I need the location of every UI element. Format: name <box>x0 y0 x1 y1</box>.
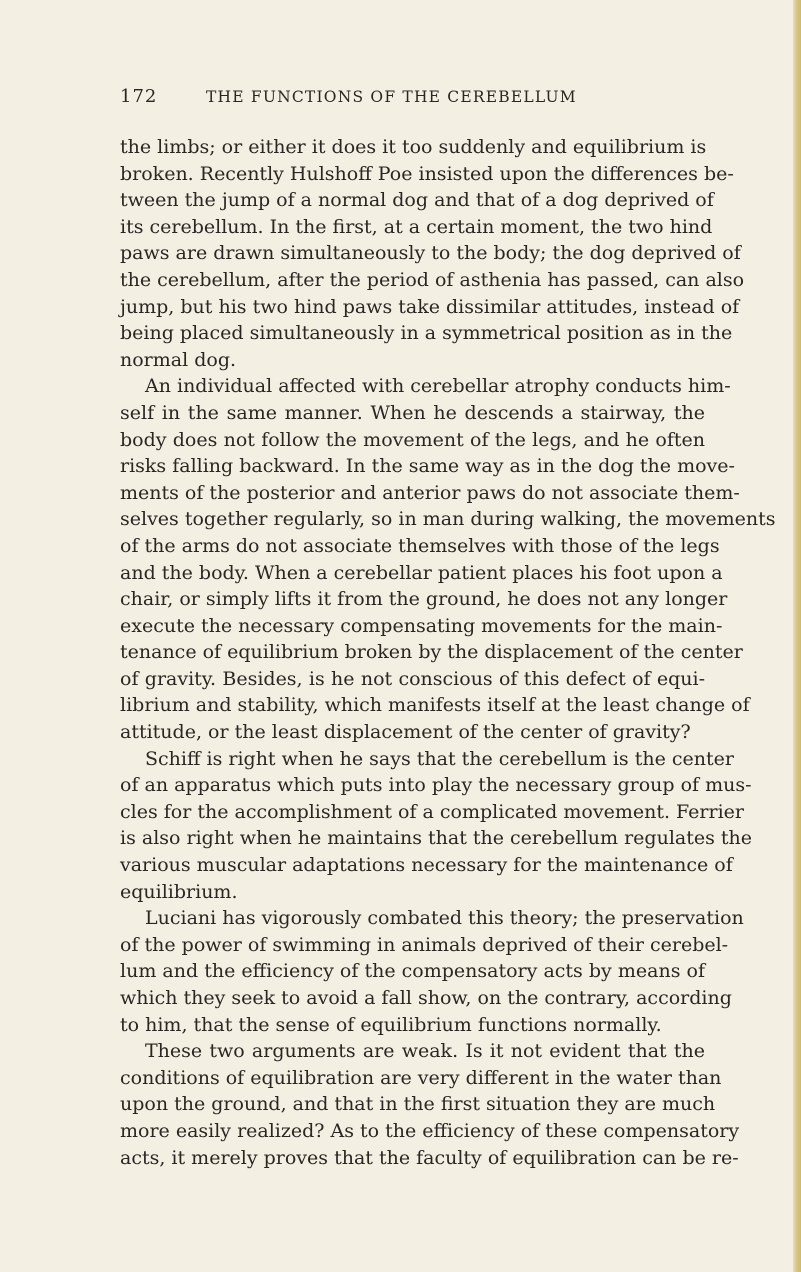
text-line: selves together regularly, so in man during walking, the movements <box>120 508 776 531</box>
text-line: more easily realized? As to the efficiency of these compensatory <box>120 1119 740 1142</box>
text-line: jump, but his two hind paws take dissimilar attitudes, instead of <box>120 295 740 318</box>
text-line: risks falling backward. In the same way as in the dog the move- <box>120 455 735 478</box>
paragraph-first-line: Luciani has vigorously combated this theory; the preservation <box>145 907 744 930</box>
text-line: cles for the accomplishment of a complicated movement. Ferrier <box>120 800 744 823</box>
paragraph-first-line: Schiff is right when he says that the cerebellum is the center <box>145 747 734 770</box>
text-line: being placed simultaneously in a symmetrical position as in the <box>120 322 733 345</box>
body-text <box>120 134 776 1171</box>
text-line: paws are drawn simultaneously to the body; the dog deprived of <box>120 242 741 265</box>
page-number: 172 <box>120 86 158 107</box>
text-line: conditions of equilibration are very different in the water than <box>120 1066 722 1089</box>
text-line: normal dog. <box>120 348 237 371</box>
text-line: lum and the efficiency of the compensatory acts by means of <box>120 960 705 983</box>
text-line: upon the ground, and that in the first situation they are much <box>120 1093 716 1116</box>
text-line: which they seek to avoid a fall show, on the contrary, according <box>120 987 732 1009</box>
text-line: of gravity. Besides, is he not conscious of this defect of equi- <box>120 667 705 690</box>
running-head <box>120 86 694 112</box>
paragraph-first-line: An individual affected with cerebellar atrophy conducts him- <box>145 375 731 398</box>
text-line: acts, it merely proves that the faculty of equilibration can be re- <box>120 1146 739 1169</box>
text-line: tenance of equilibrium broken by the displacement of the center <box>120 641 743 664</box>
text-line: the limbs; or either it does it too suddenly and equilibrium is <box>120 136 707 158</box>
page-edge <box>793 0 801 1272</box>
text-line: broken. Recently Hulshoff Poe insisted upon the differences be- <box>120 162 734 185</box>
text-line: attitude, or the least displacement of the center of gravity? <box>120 721 691 744</box>
text-line: of an apparatus which puts into play the necessary group of mus- <box>120 774 752 797</box>
text-line: self in the same manner. When he descends a stairway, the <box>120 401 705 424</box>
text-line: equilibrium. <box>120 880 238 903</box>
text-line: of the power of swimming in animals deprived of their cerebel- <box>120 933 729 956</box>
text-line: body does not follow the movement of the legs, and he often <box>120 428 705 451</box>
text-line: its cerebellum. In the first, at a certain moment, the two hind <box>120 215 713 238</box>
paragraph-first-line: These two arguments are weak. Is it not evident that the <box>145 1040 705 1063</box>
text-line: is also right when he maintains that the cerebellum regulates the <box>120 827 753 850</box>
text-line: execute the necessary compensating movements for the main- <box>120 614 723 637</box>
text-line: ments of the posterior and anterior paws do not associate them- <box>120 481 740 504</box>
text-line: of the arms do not associate themselves with those of the legs <box>120 534 720 557</box>
text-line: librium and stability, which manifests itself at the least change of <box>120 694 750 717</box>
text-line: various muscular adaptations necessary for the maintenance of <box>120 854 733 877</box>
text-line: the cerebellum, after the period of asthenia has passed, can also <box>120 268 745 291</box>
text-line: tween the jump of a normal dog and that of a dog deprived of <box>120 189 714 212</box>
text-line: and the body. When a cerebellar patient places his foot upon a <box>120 561 723 584</box>
running-title: THE FUNCTIONS OF THE CEREBELLUM <box>206 88 577 106</box>
text-line: chair, or simply lifts it from the ground, he does not any longer <box>120 588 728 611</box>
text-line: to him, that the sense of equilibrium functions normally. <box>120 1013 662 1036</box>
